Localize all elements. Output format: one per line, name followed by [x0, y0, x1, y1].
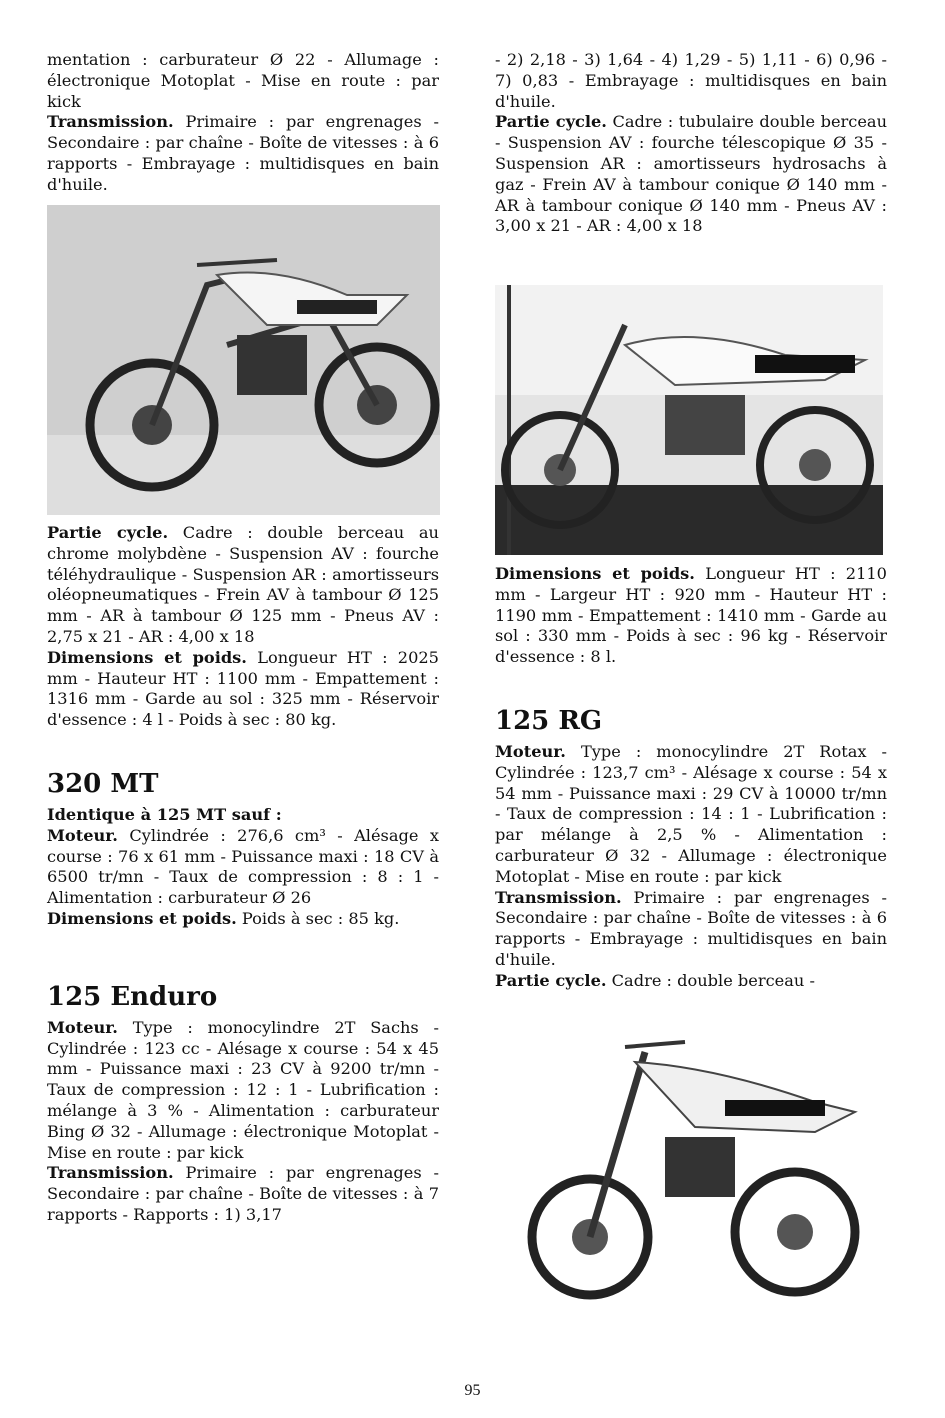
moteur-320-label: Moteur. [47, 825, 118, 845]
dimensions-320-paragraph [47, 909, 439, 930]
partie-cycle-rg-paragraph [495, 971, 887, 992]
transmission-label: Transmission. [47, 112, 174, 132]
transmission-rg-label: Transmission. [495, 887, 622, 907]
motorcycle-photo-trial [47, 205, 440, 515]
heading-125-enduro: 125 Enduro [47, 981, 218, 1012]
partie-cycle-right-label: Partie cycle. [495, 112, 607, 132]
right-column-lower [495, 564, 887, 992]
heading-125rg: 125 RG [495, 705, 603, 736]
dimensions-right-label: Dimensions et poids. [495, 564, 695, 583]
moteur-enduro-paragraph [47, 1018, 439, 1164]
transmission-enduro-label: Transmission. [47, 1163, 174, 1183]
dimensions-text: Longueur HT : 2025 mm - Hauteur HT : 1100 mm - Empattement : 1316 mm - Garde au sol : 325 mm - Réservoir d'essence : 4 l - Poids à sec : 80 kg. [47, 647, 439, 730]
dimensions-right-text: Longueur HT : 2110 mm - Largeur HT : 920 mm - Hauteur HT : 1190 mm - Empattement : 1410 mm - Garde au sol : 330 mm - Poids à sec : 96 kg - Réservoir d'essence : 8 l. [495, 564, 887, 667]
partie-cycle-right-text: Cadre : tubulaire double berceau - Suspension AV : fourche télescopique Ø 35 - Suspension AR : amortisseurs hydrosachs à gaz - Frein AV à tambour conique Ø 140 mm - AR à tambour conique Ø 140 mm - Pneus AV : 3,00 x 21 - AR : 4,00 x 18 [495, 112, 887, 236]
motorcycle-photo-enduro [495, 285, 883, 555]
dimensions-right-paragraph [495, 564, 887, 668]
moteur-enduro-text: Type : monocylindre 2T Sachs - Cylindrée : 123 cc - Alésage x course : 54 x 45 mm - Puissance maxi : 23 CV à 9200 tr/mn - Taux de compression : 12 : 1 - Lubrification : mélange à 3 % - Alimentation : carburateur Bing Ø 32 - Allumage : électronique Motoplat - Mise en route : par kick [47, 1017, 439, 1162]
motorcycle-photo-rg [495, 1022, 883, 1312]
dimensions-paragraph [47, 648, 439, 731]
moteur-320-text: Cylindrée : 276,6 cm³ - Alésage x course : 76 x 61 mm - Puissance maxi : 18 CV à 6500 tr/mn - Taux de compression : 8 : 1 - Alimentation : carburateur Ø 26 [47, 825, 439, 908]
heading-320mt: 320 MT [47, 768, 159, 799]
partie-cycle-label: Partie cycle. [47, 523, 169, 542]
partie-cycle-rg-text: Cadre : double berceau - [606, 970, 815, 990]
identique-label: Identique à 125 MT sauf : [47, 804, 282, 824]
partie-cycle-right-paragraph [495, 112, 887, 237]
transmission-rg-text: Primaire : par engrenages - Secondaire : par chaîne - Boîte de vitesses : à 6 rapports - Embrayage : multidisques en bain d'huile. [495, 887, 887, 969]
transmission-enduro-paragraph [47, 1163, 439, 1225]
dimensions-label: Dimensions et poids. [47, 647, 247, 667]
moteur-rg-label: Moteur. [495, 741, 566, 761]
dimensions-320-text: Poids à sec : 85 kg. [236, 908, 400, 928]
transmission-text: Primaire : par engrenages - Secondaire : par chaîne - Boîte de vitesses : à 6 rapports - Embrayage : multidisques en bain d'huile. [47, 112, 439, 194]
moteur-rg-paragraph [495, 742, 887, 888]
right-intro: - 2) 2,18 - 3) 1,64 - 4) 1,29 - 5) 1,11 - 6) 0,96 - 7) 0,83 - Embrayage : multidisques en bain d'huile. [495, 50, 887, 111]
partie-cycle-rg-label: Partie cycle. [495, 970, 607, 990]
partie-cycle-paragraph [47, 523, 439, 648]
page-number: 95 [464, 1382, 481, 1399]
moteur-rg-text: Type : monocylindre 2T Rotax - Cylindrée : 123,7 cm³ - Alésage x course : 54 x 54 mm - Puissance maxi : 29 CV à 10000 tr/mn - Taux de compression : 14 : 1 - Lubrification : par mélange à 2,5 % - Alimentation : carburateur Ø 32 - Allumage : électronique Motoplat - Mise en route : par kick [495, 741, 887, 886]
transmission-enduro-text: Primaire : par engrenages - Secondaire : par chaîne - Boîte de vitesses : à 7 rapports - Rapports : 1) 3,17 [47, 1163, 439, 1224]
transmission-rg-paragraph [495, 888, 887, 971]
partie-cycle-text: Cadre : double berceau au chrome molybdène - Suspension AV : fourche téléhydraulique - Suspension AR : amortisseurs oléopneumatiques - Frein AV à tambour Ø 125 mm - AR à tambour Ø 125 mm - Pneus AV : 2,75 x 21 - AR : 4,00 x 18 [47, 523, 439, 646]
dimensions-320-label: Dimensions et poids. [47, 908, 237, 928]
transmission-paragraph [47, 112, 439, 195]
right-column [495, 50, 887, 237]
left-intro: mentation : carburateur Ø 22 - Allumage : électronique Motoplat - Mise en route : par kick [47, 50, 439, 111]
moteur-enduro-label: Moteur. [47, 1017, 118, 1037]
left-column-lower [47, 523, 439, 1226]
left-column [47, 50, 439, 196]
moteur-320-paragraph [47, 826, 439, 909]
